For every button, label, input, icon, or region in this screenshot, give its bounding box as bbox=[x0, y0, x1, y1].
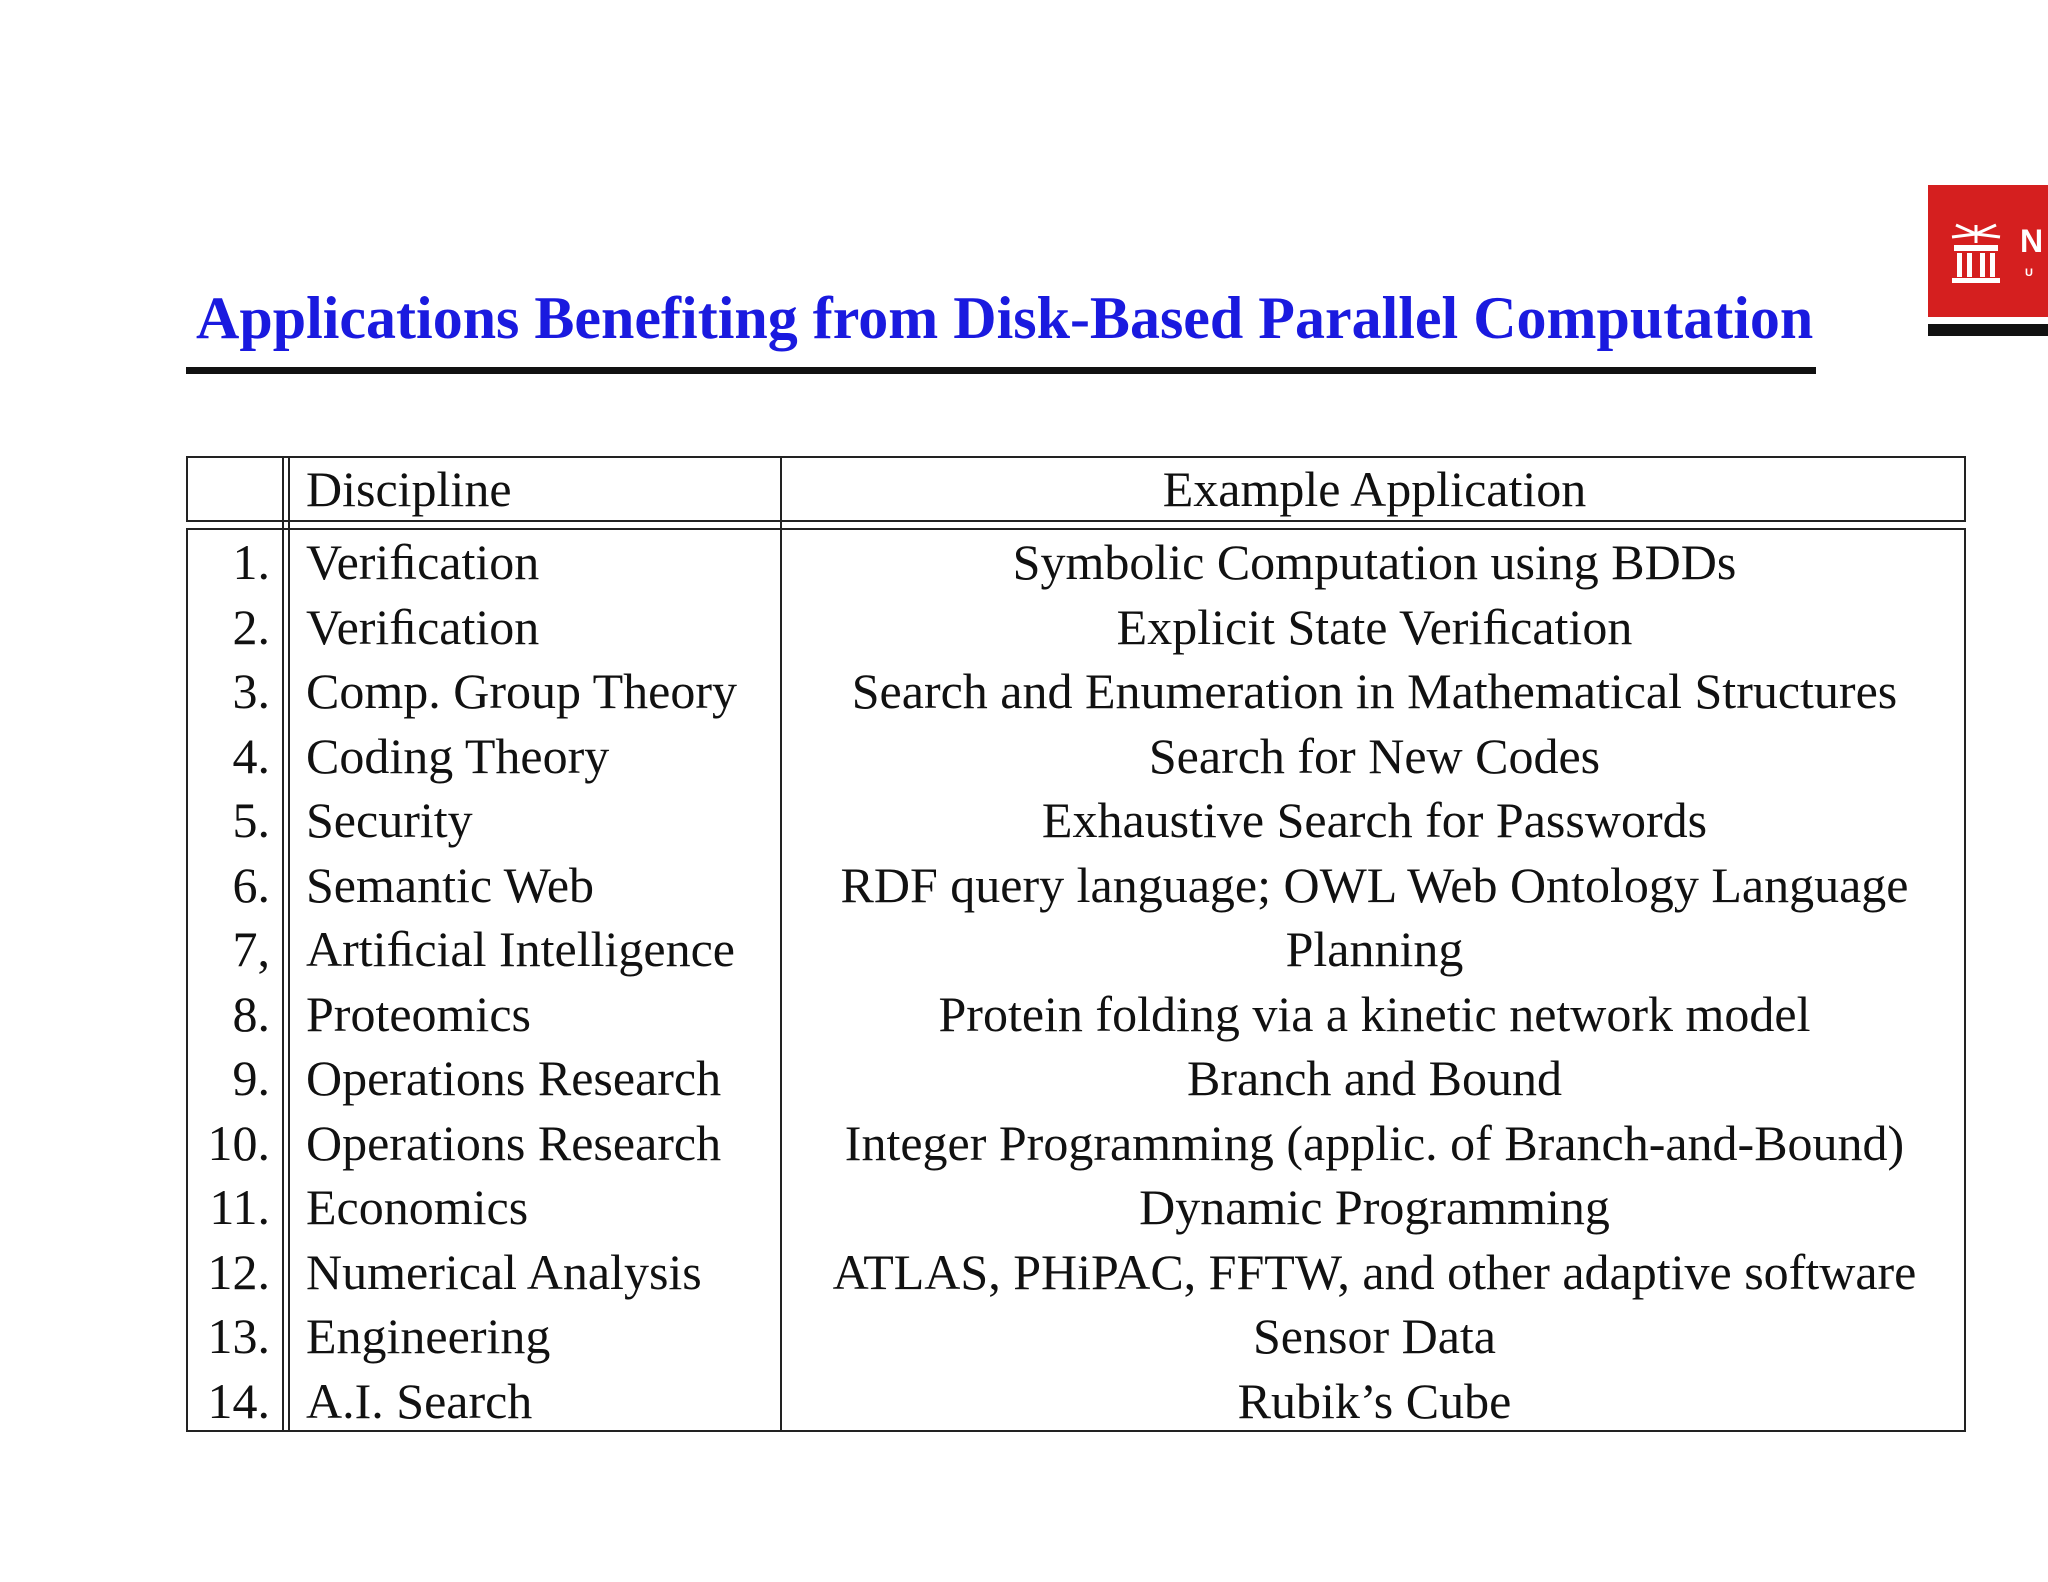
row-example-application: Explicit State Veriﬁcation bbox=[1116, 598, 1633, 655]
row-number: 9. bbox=[232, 1050, 270, 1106]
applications-table bbox=[186, 456, 1966, 1432]
row-discipline: Comp. Group Theory bbox=[306, 663, 737, 719]
row-number: 2. bbox=[232, 598, 270, 655]
row-discipline: Security bbox=[306, 792, 473, 848]
table-row bbox=[186, 530, 1966, 595]
university-logo bbox=[1928, 185, 2048, 317]
row-number: 6. bbox=[232, 856, 270, 913]
slide-title: Applications Benefiting from Disk-Based Parallel Computation bbox=[196, 285, 1814, 351]
row-discipline: Semantic Web bbox=[306, 856, 595, 913]
table-row bbox=[186, 1111, 1966, 1176]
row-discipline: Proteomics bbox=[306, 985, 531, 1042]
row-discipline: Operations Research bbox=[306, 1114, 722, 1171]
row-example-application: Branch and Bound bbox=[1187, 1050, 1562, 1106]
row-number: 5. bbox=[232, 792, 270, 848]
table-row bbox=[186, 659, 1966, 724]
logo-underbar bbox=[1928, 324, 2048, 336]
row-example-application: Dynamic Programming bbox=[1139, 1179, 1610, 1235]
row-discipline: Numerical Analysis bbox=[306, 1243, 702, 1300]
row-number: 8. bbox=[232, 985, 270, 1042]
table-row bbox=[186, 853, 1966, 918]
table-row bbox=[186, 1240, 1966, 1305]
table-row bbox=[186, 788, 1966, 853]
row-example-application: Search and Enumeration in Mathematical Structures bbox=[851, 663, 1898, 719]
row-number: 11. bbox=[209, 1179, 270, 1235]
row-example-application: Search for New Codes bbox=[1148, 727, 1601, 784]
logo-letter: N bbox=[2020, 223, 2044, 259]
row-example-application: Symbolic Computation using BDDs bbox=[1012, 534, 1737, 590]
table-row bbox=[186, 595, 1966, 660]
row-number: 1. bbox=[232, 534, 270, 590]
table-row bbox=[186, 1046, 1966, 1111]
title-underline bbox=[186, 367, 1816, 374]
table-row bbox=[186, 917, 1966, 982]
table-row bbox=[186, 982, 1966, 1047]
row-example-application: Sensor Data bbox=[1253, 1308, 1496, 1364]
row-example-application: Planning bbox=[1285, 921, 1464, 977]
row-example-application: Integer Programming (applic. of Branch-and-Bound) bbox=[844, 1114, 1905, 1171]
row-example-application: Exhaustive Search for Passwords bbox=[1041, 792, 1708, 848]
table-row bbox=[186, 1175, 1966, 1240]
header-discipline: Discipline bbox=[306, 461, 512, 517]
table-row bbox=[186, 724, 1966, 789]
table-row bbox=[186, 1369, 1966, 1434]
row-discipline: Operations Research bbox=[306, 1050, 722, 1106]
row-number: 12. bbox=[207, 1243, 270, 1300]
row-discipline: Artiﬁcial Intelligence bbox=[306, 921, 736, 977]
row-number: 14. bbox=[207, 1372, 270, 1429]
table-row bbox=[186, 1304, 1966, 1369]
row-number: 4. bbox=[232, 727, 270, 784]
row-discipline: Coding Theory bbox=[306, 727, 610, 784]
emblem-icon bbox=[1948, 221, 2004, 285]
row-discipline: A.I. Search bbox=[306, 1372, 533, 1429]
row-example-application: Protein folding via a kinetic network model bbox=[938, 985, 1811, 1042]
row-discipline: Veriﬁcation bbox=[306, 598, 540, 655]
row-number: 3. bbox=[232, 663, 270, 719]
row-example-application: Rubik’s Cube bbox=[1237, 1372, 1512, 1429]
header-example-application: Example Application bbox=[1162, 461, 1587, 517]
row-discipline: Engineering bbox=[306, 1308, 551, 1364]
row-discipline: Economics bbox=[306, 1179, 529, 1235]
row-example-application: ATLAS, PHiPAC, FFTW, and other adaptive software bbox=[832, 1243, 1917, 1300]
row-discipline: Veriﬁcation bbox=[306, 534, 540, 590]
logo-subtext: U bbox=[2025, 267, 2033, 279]
row-number: 7, bbox=[232, 921, 270, 977]
row-example-application: RDF query language; OWL Web Ontology Language bbox=[840, 856, 1909, 913]
row-number: 10. bbox=[207, 1114, 270, 1171]
row-number: 13. bbox=[207, 1308, 270, 1364]
table-rows bbox=[186, 530, 1966, 1433]
